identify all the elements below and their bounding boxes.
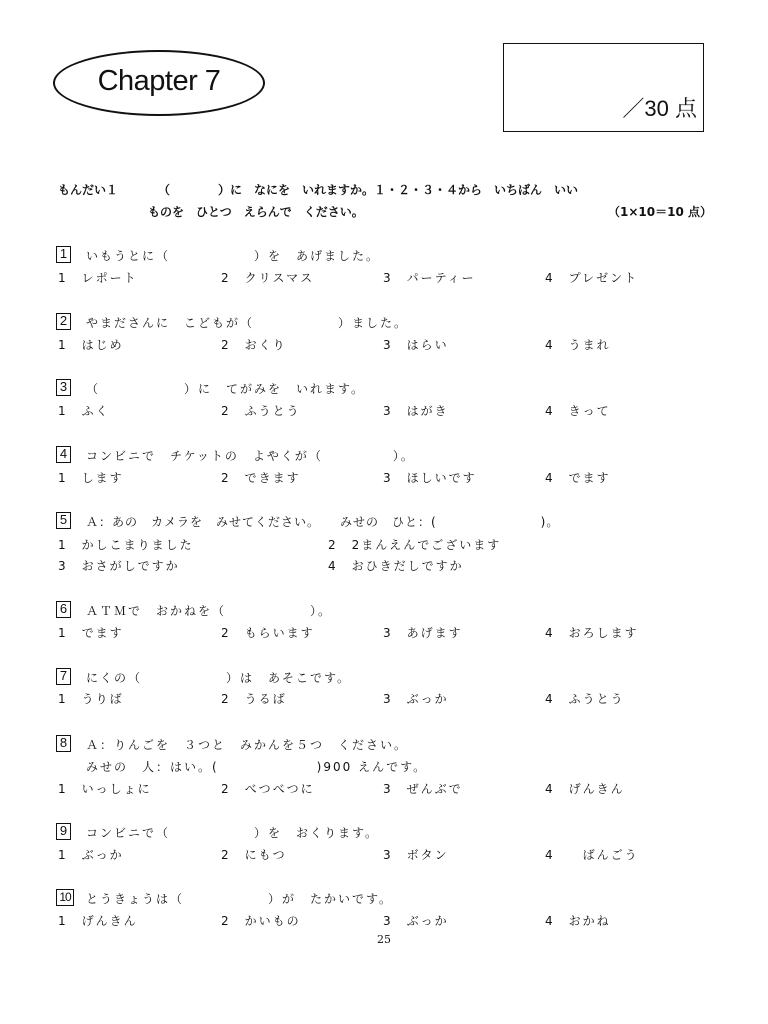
- choice-4: 4 おひきだしですか: [328, 559, 464, 573]
- instruction-line-1: （ ）に なにを いれますか。１・２・３・４から いちばん いい: [158, 183, 579, 197]
- choice-2: 2 べつべつに: [221, 782, 315, 796]
- chapter-badge: [53, 50, 265, 116]
- choice-1: 1 します: [58, 471, 124, 485]
- question-text: Ａ：りんごを ３つと みかんを５つ ください。: [86, 738, 409, 752]
- question-number: 7: [56, 668, 71, 685]
- score-text: ／30 点: [622, 96, 697, 121]
- question-text: いもうとに（ ）を あげました。: [86, 249, 381, 263]
- choice-4: 4 おろします: [545, 626, 639, 640]
- question-number: 5: [56, 512, 71, 529]
- choice-1: 1 レポート: [58, 271, 138, 285]
- choice-3: 3 パーティー: [383, 271, 476, 285]
- choice-3: 3 ぜんぶで: [383, 782, 463, 796]
- score-box: [503, 43, 704, 132]
- choice-4: 4 げんきん: [545, 782, 625, 796]
- choice-4: 4 ばんごう: [545, 848, 639, 862]
- choice-2: 2 もらいます: [221, 626, 315, 640]
- instruction-line-2: ものを ひとつ えらんで ください。: [148, 205, 364, 219]
- choice-2: 2 おくり: [221, 338, 287, 352]
- choice-4: 4 プレゼント: [545, 271, 639, 285]
- choice-1: 1 ぶっか: [58, 848, 124, 862]
- choice-3: 3 あげます: [383, 626, 463, 640]
- choice-2: 2 ふうとう: [221, 404, 301, 418]
- question-text: Ａ：あの カメラを みせてください。 みせの ひと：( )。: [86, 515, 560, 529]
- question-text-2: みせの 人：はい。( )900 えんです。: [86, 760, 428, 774]
- question-number: 1: [56, 246, 71, 263]
- question-text: やまださんに こどもが（ ）ました。: [86, 316, 409, 330]
- question-text: コンビニで チケットの よやくが（ ）。: [86, 449, 415, 463]
- choice-3: 3 ぶっか: [383, 914, 449, 928]
- choice-2: 2 2まんえんでございます: [328, 538, 502, 552]
- question-number: 8: [56, 735, 71, 752]
- choice-2: 2 できます: [221, 471, 301, 485]
- choice-3: 3 ぶっか: [383, 692, 449, 706]
- choice-4: 4 きって: [545, 404, 611, 418]
- choice-4: 4 ふうとう: [545, 692, 625, 706]
- choice-1: 1 でます: [58, 626, 124, 640]
- choice-3: 3 はらい: [383, 338, 449, 352]
- choice-1: 1 ふく: [58, 404, 110, 418]
- choice-2: 2 にもつ: [221, 848, 287, 862]
- choice-2: 2 クリスマス: [221, 271, 315, 285]
- question-number: 4: [56, 446, 71, 463]
- choice-4: 4 でます: [545, 471, 611, 485]
- question-number: 6: [56, 601, 71, 618]
- question-text: コンビニで（ ）を おくります。: [86, 826, 380, 840]
- choice-1: 1 うりば: [58, 692, 124, 706]
- choice-2: 2 かいもの: [221, 914, 301, 928]
- instruction-label: もんだい１: [58, 183, 119, 197]
- question-text: （ ）に てがみを いれます。: [86, 382, 366, 396]
- choice-1: 1 いっしょに: [58, 782, 152, 796]
- chapter-title: Chapter 7: [97, 64, 221, 97]
- choice-2: 2 うるば: [221, 692, 287, 706]
- question-text: ＡＴＭで おかねを（ ）。: [86, 604, 333, 618]
- question-number: 2: [56, 313, 71, 330]
- page-number: 25: [377, 933, 391, 946]
- choice-1: 1 かしこまりました: [58, 538, 194, 552]
- choice-3: 3 ほしいです: [383, 471, 477, 485]
- choice-1: 1 げんきん: [58, 914, 138, 928]
- question-number: 3: [56, 379, 71, 396]
- question-number: 9: [56, 823, 71, 840]
- question-text: とうきょうは（ ）が たかいです。: [86, 892, 394, 906]
- choice-4: 4 おかね: [545, 914, 611, 928]
- question-number: 10: [56, 889, 74, 906]
- choice-3: 3 おさがしですか: [58, 559, 180, 573]
- points-note: （1×10＝10 点）: [608, 205, 712, 219]
- question-text: にくの（ ）は あそこです。: [86, 671, 352, 685]
- choice-3: 3 はがき: [383, 404, 449, 418]
- choice-4: 4 うまれ: [545, 338, 611, 352]
- choice-1: 1 はじめ: [58, 338, 124, 352]
- choice-3: 3 ボタン: [383, 848, 449, 862]
